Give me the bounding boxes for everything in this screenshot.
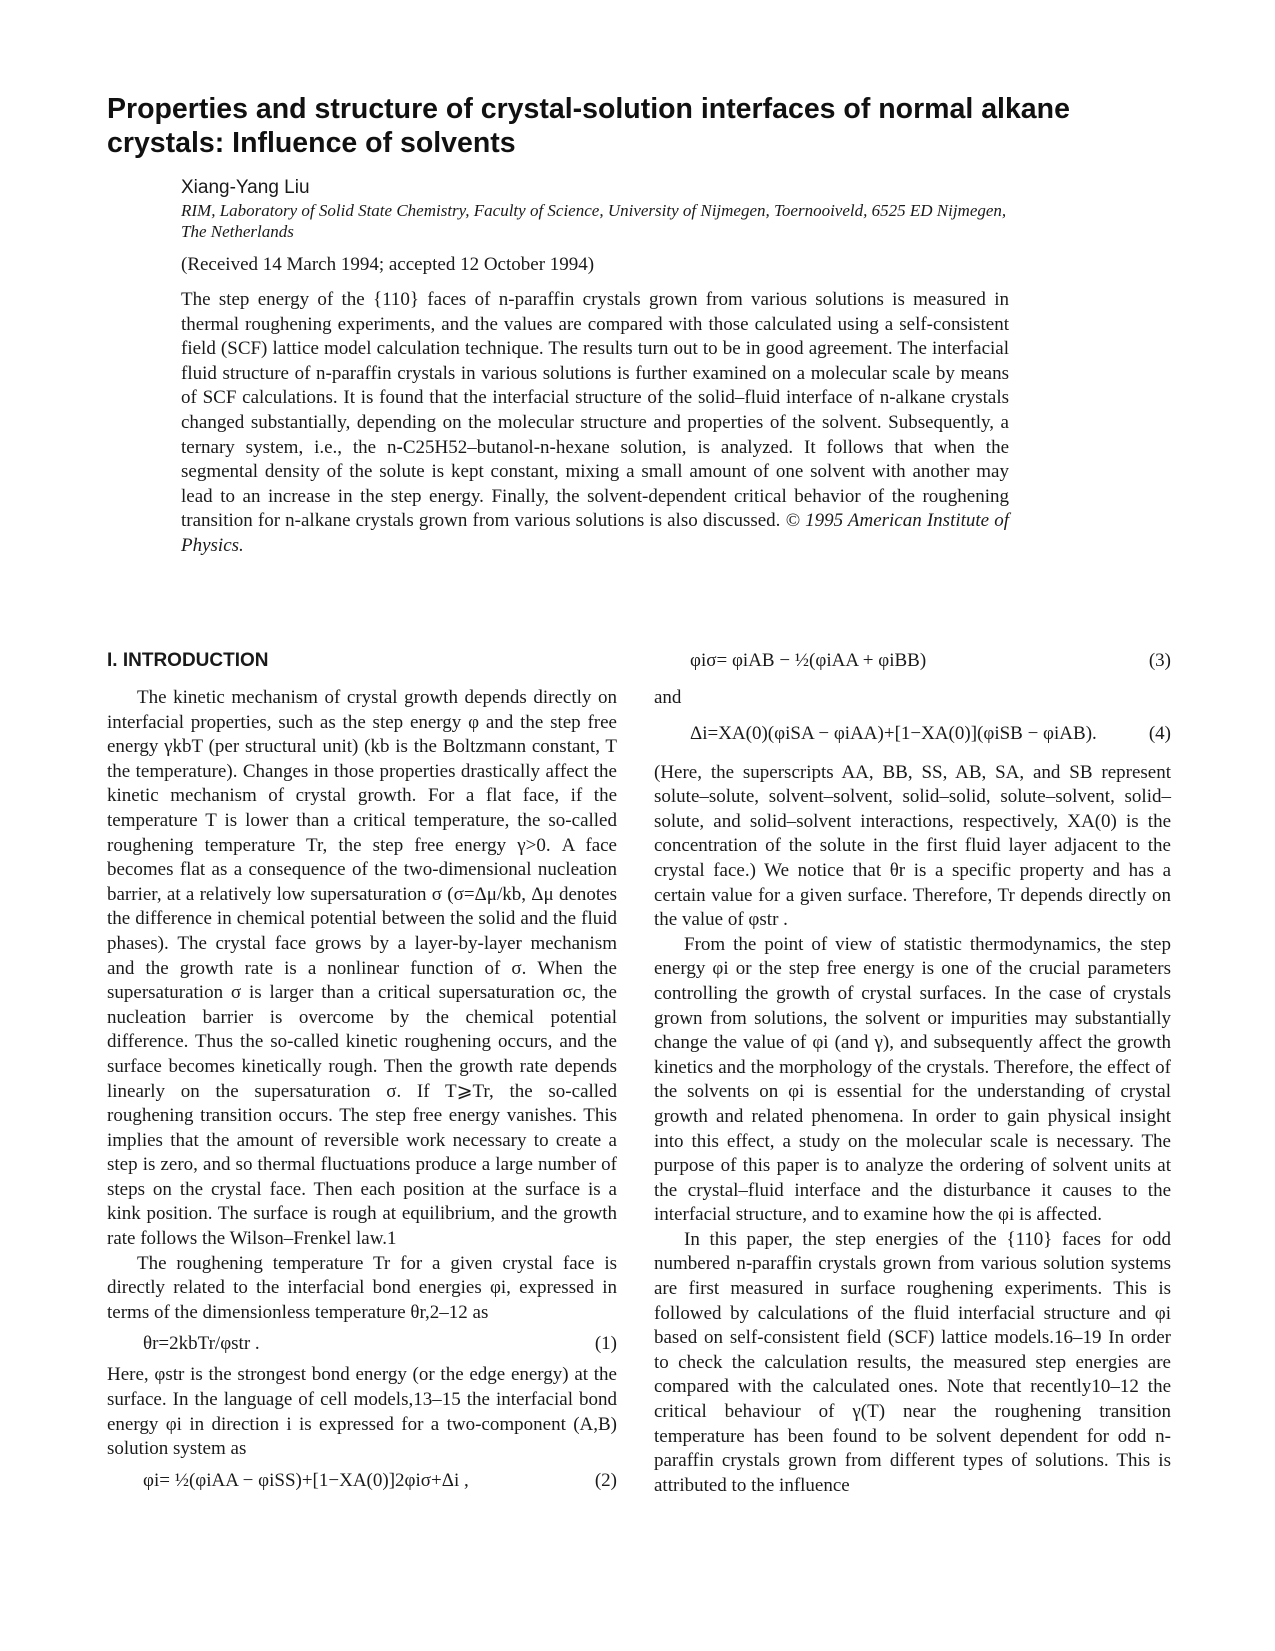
right-column <box>654 650 1171 1498</box>
intro-paragraph-6: In this paper, the step energies of the {110} faces for odd numbered n-paraffin crystals grown from various solution systems are first measured in surface roughening experiments. This is followed by calculations of the fluid interfacial structure and φi based on self-consistent field (SCF) lattice models.16–19 In order to check the calculation results, the measured step energies are compared with the calculated ones. Note that recently10–12 the critical behaviour of γ(T) near the roughening transition temperature has been found to be solvent dependent for odd n-paraffin crystals grown from different types of solutions. This is attributed to the influence <box>654 1228 1171 1496</box>
abstract <box>181 288 1009 559</box>
equation-2 <box>107 1462 617 1500</box>
and-connector: and <box>654 687 682 708</box>
author-affiliation: RIM, Laboratory of Solid State Chemistry, Faculty of Science, University of Nijmegen, Toernooiveld, 6525 ED Nijmegen, The Netherlands <box>181 201 1007 241</box>
equation-1 <box>107 1325 617 1363</box>
equation-3 <box>654 642 1171 680</box>
author-name: Xiang-Yang Liu <box>181 177 310 198</box>
intro-paragraph-2: The roughening temperature Tr for a given crystal face is directly related to the interfacial bond energies φi, expressed in terms of the dimensionless temperature θr,2–12 as <box>107 1252 617 1323</box>
received-dates: (Received 14 March 1994; accepted 12 October 1994) <box>181 254 595 275</box>
abstract-copyright: © 1995 American Institute of Physics. <box>181 510 1010 556</box>
intro-paragraph-4: (Here, the superscripts AA, BB, SS, AB, SA, and SB represent solute–solute, solvent–solvent, solid–solid, solute–solvent, solid–solute, and solid–solvent interactions, respectively, XA(0) is the concentration of the solute in the first fluid layer adjacent to the crystal face.) We notice that θr is a specific property and has a certain value for a given surface. Therefore, Tr depends directly on the value of φstr . <box>654 761 1171 931</box>
equation-4-number: (4) <box>1148 722 1171 744</box>
intro-paragraph-3: Here, φstr is the strongest bond energy (or the edge energy) at the surface. In the language of cell models,13–15 the interfacial bond energy φi in direction i is expressed for a two-component (A,B) solution system as <box>107 1364 617 1460</box>
equation-4-body: Δi=XA(0)(φiSA − φiAA)+[1−XA(0)](φiSB − φiAB). <box>690 722 1097 744</box>
equation-2-number: (2) <box>594 1469 617 1491</box>
equation-3-number: (3) <box>1148 650 1171 671</box>
equation-1-number: (1) <box>594 1333 617 1355</box>
intro-paragraph-1: The kinetic mechanism of crystal growth depends directly on interfacial properties, such as the step energy φ and the step free energy γkbT (per structural unit) (kb is the Boltzmann constant, T the temperature). Changes in those properties drastically affect the kinetic mechanism of crystal growth. For a flat face, if the temperature T is lower than a critical temperature, the so-called roughening temperature Tr, the step free energy γ>0. A face becomes flat as a consequence of the two-dimensional nucleation barrier, at a relatively low supersaturation σ (σ=Δμ/kb, Δμ denotes the difference in chemical potential between the solid and the fluid phases). The crystal face grows by a layer-by-layer mechanism and the growth rate is a nonlinear function of σ. When the supersaturation σ is larger than a critical supersaturation σc, the nucleation barrier is overcome by the chemical potential difference. Thus the so-called kinetic roughening occurs, and the surface becomes kinetically rough. Then the growth rate depends linearly on the supersaturation σ. If T⩾Tr, the so-called roughening transition occurs. The step free energy vanishes. This implies that the amount of reversible work necessary to create a step is zero, and so thermal fluctuations produce a large number of steps on the crystal face. Then each position at the surface is a kink position. The surface is rough at equilibrium, and the growth rate follows the Wilson–Frenkel law.1 <box>107 687 617 1250</box>
abstract-text: The step energy of the {110} faces of n-paraffin crystals grown from various solutions is measured in thermal roughening experiments, and the values are compared with those calculated using a self-consistent field (SCF) lattice model calculation technique. The results turn out to be in good agreement. The interfacial fluid structure of n-paraffin crystals in various solutions is further examined on a molecular scale by means of SCF calculations. It is found that the interfacial structure of the solid–fluid interface of n-alkane crystals changed substantially, depending on the molecular structure and properties of the solvent. Subsequently, a ternary system, i.e., the n-C25H52–butanol-n-hexane solution, is analyzed. It follows that when the segmental density of the solute is kept constant, mixing a small amount of one solvent with another may lead to an increase in the step energy. Finally, the solvent-dependent critical behavior of the roughening transition for n-alkane crystals grown from various solutions is also discussed. <box>181 289 1009 532</box>
section-heading-introduction: I. INTRODUCTION <box>107 650 269 671</box>
paper-title: Properties and structure of crystal-solution interfaces of normal alkane crystals: Influence of solvents <box>107 93 1070 159</box>
equation-1-body: θr=2kbTr/φstr . <box>143 1333 260 1355</box>
equation-3-body: φiσ= φiAB − ½(φiAA + φiBB) <box>690 650 927 671</box>
intro-paragraph-5: From the point of view of statistic thermodynamics, the step energy φi or the step free energy is one of the crucial parameters controlling the growth of crystal surfaces. In the case of crystals grown from solutions, the solvent or impurities may substantially change the value of φi (and γ), and subsequently affect the growth kinetics and the morphology of the crystals. Therefore, the effect of the solvents on φi is essential for the understanding of crystal growth and related phenomena. In order to gain physical insight into this effect, a study on the molecular scale is necessary. The purpose of this paper is to analyze the ordering of solvent units at the crystal–fluid interface and the disturbance it causes to the interfacial structure, and to examine how the φi is affected. <box>654 933 1171 1226</box>
equation-2-body: φi= ½(φiAA − φiSS)+[1−XA(0)]2φiσ+Δi , <box>143 1469 469 1491</box>
equation-4 <box>654 715 1171 753</box>
left-column <box>107 650 617 1500</box>
